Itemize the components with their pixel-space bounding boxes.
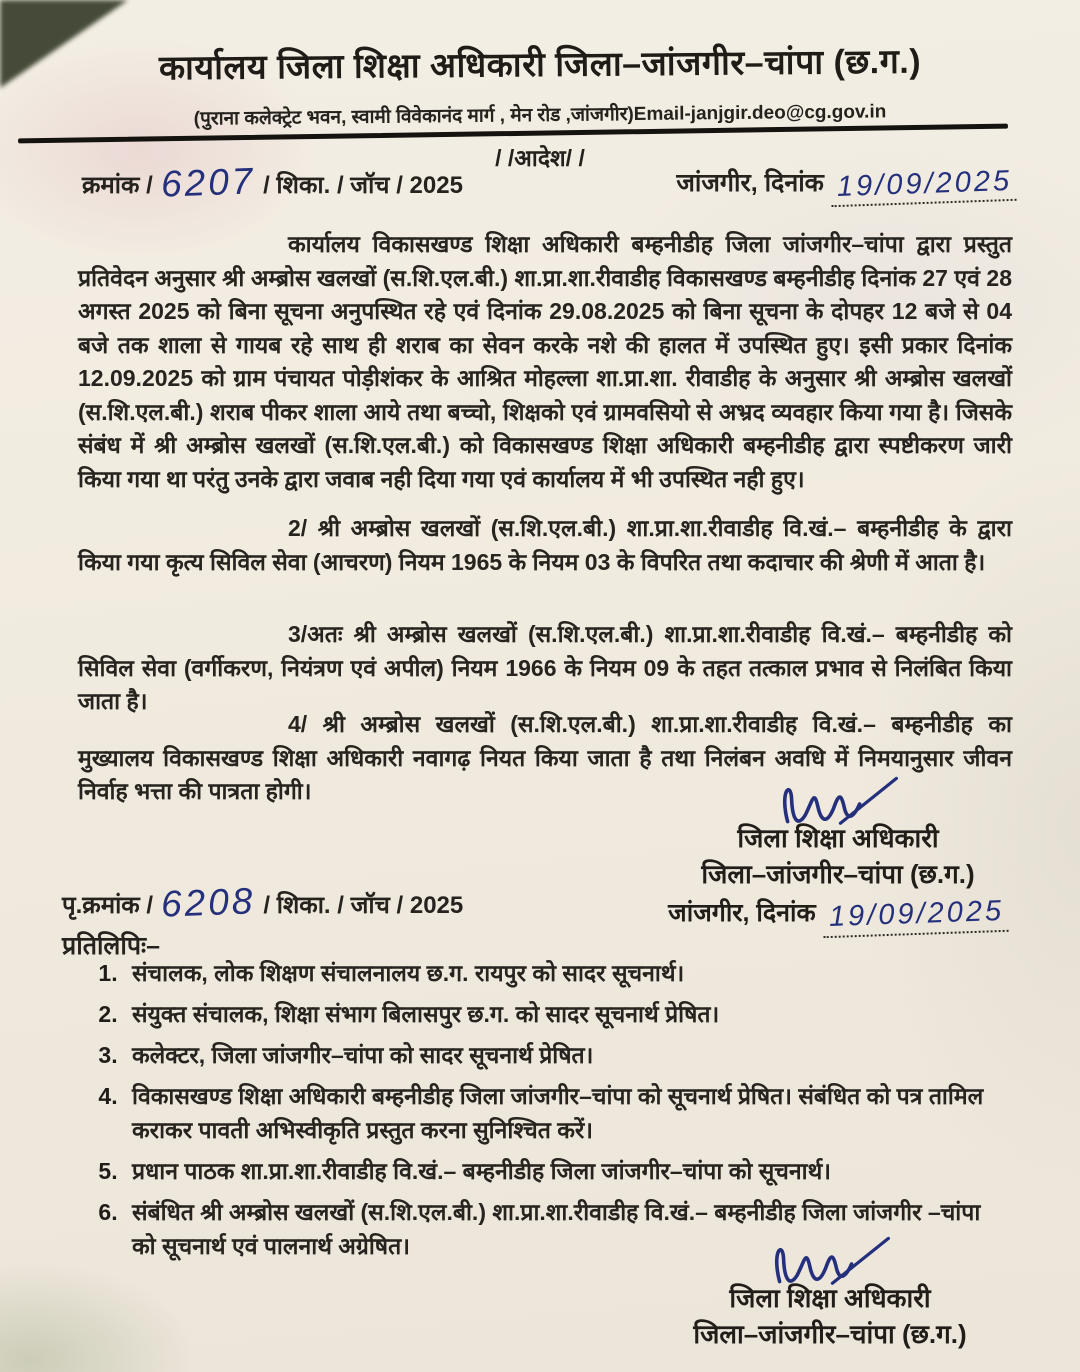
- copy-item: 1. संचालक, लोक शिक्षण संचालनालय छ.ग. रायपुर को सादर सूचनार्थ।: [124, 956, 993, 990]
- signatory-office: जिला–जांजगीर–चांपा (छ.ग.): [701, 859, 975, 889]
- handwritten-reference-number: 6207: [160, 160, 256, 205]
- body-paragraph-4: 4/ श्री अम्ब्रोस खलखों (स.शि.एल.बी.) शा.प्रा.शा.रीवाडीह वि.खं.– बम्हनीडीह का मुख्यालय विकासखण्ड शिक्षा अधिकारी नवागढ़ नियत किया जाता है तथा निलंबन अवधि में निमयानुसार जीवन निर्वाह भत्ता की पात्रता होगी।: [78, 711, 1012, 804]
- place-date-label: जांजगीर, दिनांक: [668, 899, 816, 927]
- body-paragraph-2: 2/ श्री अम्ब्रोस खलखों (स.शि.एल.बी.) शा.प्रा.शा.रीवाडीह वि.खं.– बम्हनीडीह के द्वारा किया गया कृत्य सिविल सेवा (आचरण) नियम 1965 के नियम 03 के विपरित तथा कदाचार की श्रेणी में आता है।: [78, 515, 1012, 575]
- endorsement-label-suffix: / शिका. / जॉच / 2025: [263, 892, 464, 919]
- reference-label-prefix: क्रमांक /: [82, 172, 153, 199]
- place-date-label: जांजगीर, दिनांक: [676, 169, 824, 197]
- reference-label-suffix: / शिका. / जॉच / 2025: [263, 172, 463, 199]
- endorsement-number-line: [62, 880, 464, 925]
- signature-block-2: [640, 1232, 1020, 1352]
- order-heading: / /आदेश/ /: [495, 145, 585, 171]
- office-title: कार्यालय जिला शिक्षा अधिकारी जिला–जांजगीर–चांपा (छ.ग.): [158, 42, 922, 88]
- copies-list: [88, 956, 993, 1270]
- copy-item: 3. कलेक्टर, जिला जांजगीर–चांपा को सादर सूचनार्थ प्रेषित।: [124, 1038, 993, 1072]
- reference-number-line: [82, 160, 463, 205]
- handwritten-endorsement-number: 6208: [160, 880, 257, 925]
- handwritten-date: 19/09/2025: [822, 893, 1008, 938]
- handwritten-date: 19/09/2025: [830, 165, 1016, 207]
- place-date-line: [676, 165, 1022, 202]
- copy-item: 5. प्रधान पाठक शा.प्रा.शा.रीवाडीह वि.खं.– बम्हनीडीह जिला जांजगीर–चांपा को सूचनार्थ।: [124, 1154, 993, 1188]
- body-paragraph-1: कार्यालय विकासखण्ड शिक्षा अधिकारी बम्हनीडीह जिला जांजगीर–चांपा द्वारा प्रस्तुत प्रतिवेदन अनुसार श्री अम्ब्रोस खलखों (स.शि.एल.बी.) शा.प्रा.शा.रीवाडीह विकासखण्ड बम्हनीडीह दिनांक 27 एवं 28 अगस्त 2025 को बिना सूचना अनुपस्थित रहे एवं दिनांक 29.08.2025 को बिना सूचना के दोपहर 12 बजे से 04 बजे तक शाला से गायब रहे साथ ही शराब का सेवन करके नशे की हालत में उपस्थित हुए। इसी प्रकार दिनांक 12.09.2025 को ग्राम पंचायत पोड़ीशंकर के आश्रित मोहल्ला शा.प्रा.शा. रीवाडीह के अनुसार श्री अम्ब्रोस खलखों (स.शि.एल.बी.) शराब पीकर शाला आये तथा बच्चो, शिक्षको एवं ग्रामवसियो से अभ्रद व्यवहार किया गया है। जिसके संबंध में श्री अम्ब्रोस खलखों (स.शि.एल.बी.) को विकासखण्ड शिक्षा अधिकारी बम्हनीडीह द्वारा स्पष्टीकरण जारी किया गया था परंतु उनके द्वारा जवाब नही दिया गया एवं कार्यालय में भी उपस्थित नही हुए।: [78, 231, 1012, 492]
- endorsement-label-prefix: पृ.क्रमांक /: [62, 892, 154, 919]
- copy-item: 4. विकासखण्ड शिक्षा अधिकारी बम्हनीडीह जिला जांजगीर–चांपा को सूचनार्थ प्रेषित। संबंधित को पत्र तामिल कराकर पावती अभिस्वीकृति प्रस्तुत करना सुनिश्चित करें।: [124, 1079, 993, 1147]
- office-address-email: (पुराना कलेक्ट्रेट भवन, स्वामी विवेकानंद मार्ग , मेन रोड ,जांजगीर)Email-janjgir.deo@cg.gov.in: [193, 101, 887, 130]
- signatory-office: जिला–जांजगीर–चांपा (छ.ग.): [693, 1319, 967, 1349]
- signatory-designation: जिला शिक्षा अधिकारी: [737, 823, 939, 853]
- copy-item: 2. संयुक्त संचालक, शिक्षा संभाग बिलासपुर छ.ग. को सादर सूचनार्थ प्रेषित।: [124, 997, 993, 1031]
- body-paragraph-3: 3/अतः श्री अम्ब्रोस खलखों (स.शि.एल.बी.) शा.प्रा.शा.रीवाडीह वि.खं.– बम्हनीडीह को सिविल सेवा (वर्गीकरण, नियंत्रण एवं अपील) नियम 1966 के नियम 09 के तहत तत्काल प्रभाव से निलंबित किया जाता है।: [78, 621, 1012, 714]
- signature-place-date: [648, 894, 1028, 933]
- signature-block-1: [648, 772, 1028, 933]
- reference-row: [82, 160, 1022, 205]
- copies-heading: प्रतिलिपिः–: [62, 932, 161, 960]
- copy-item: 6. संबंधित श्री अम्ब्रोस खलखों (स.शि.एल.बी.) शा.प्रा.शा.रीवाडीह वि.खं.– बम्हनीडीह जिला जांजगीर –चांपा को सूचनार्थ एवं पालनार्थ अग्रेषित।: [124, 1195, 993, 1263]
- signatory-designation: जिला शिक्षा अधिकारी: [729, 1283, 931, 1313]
